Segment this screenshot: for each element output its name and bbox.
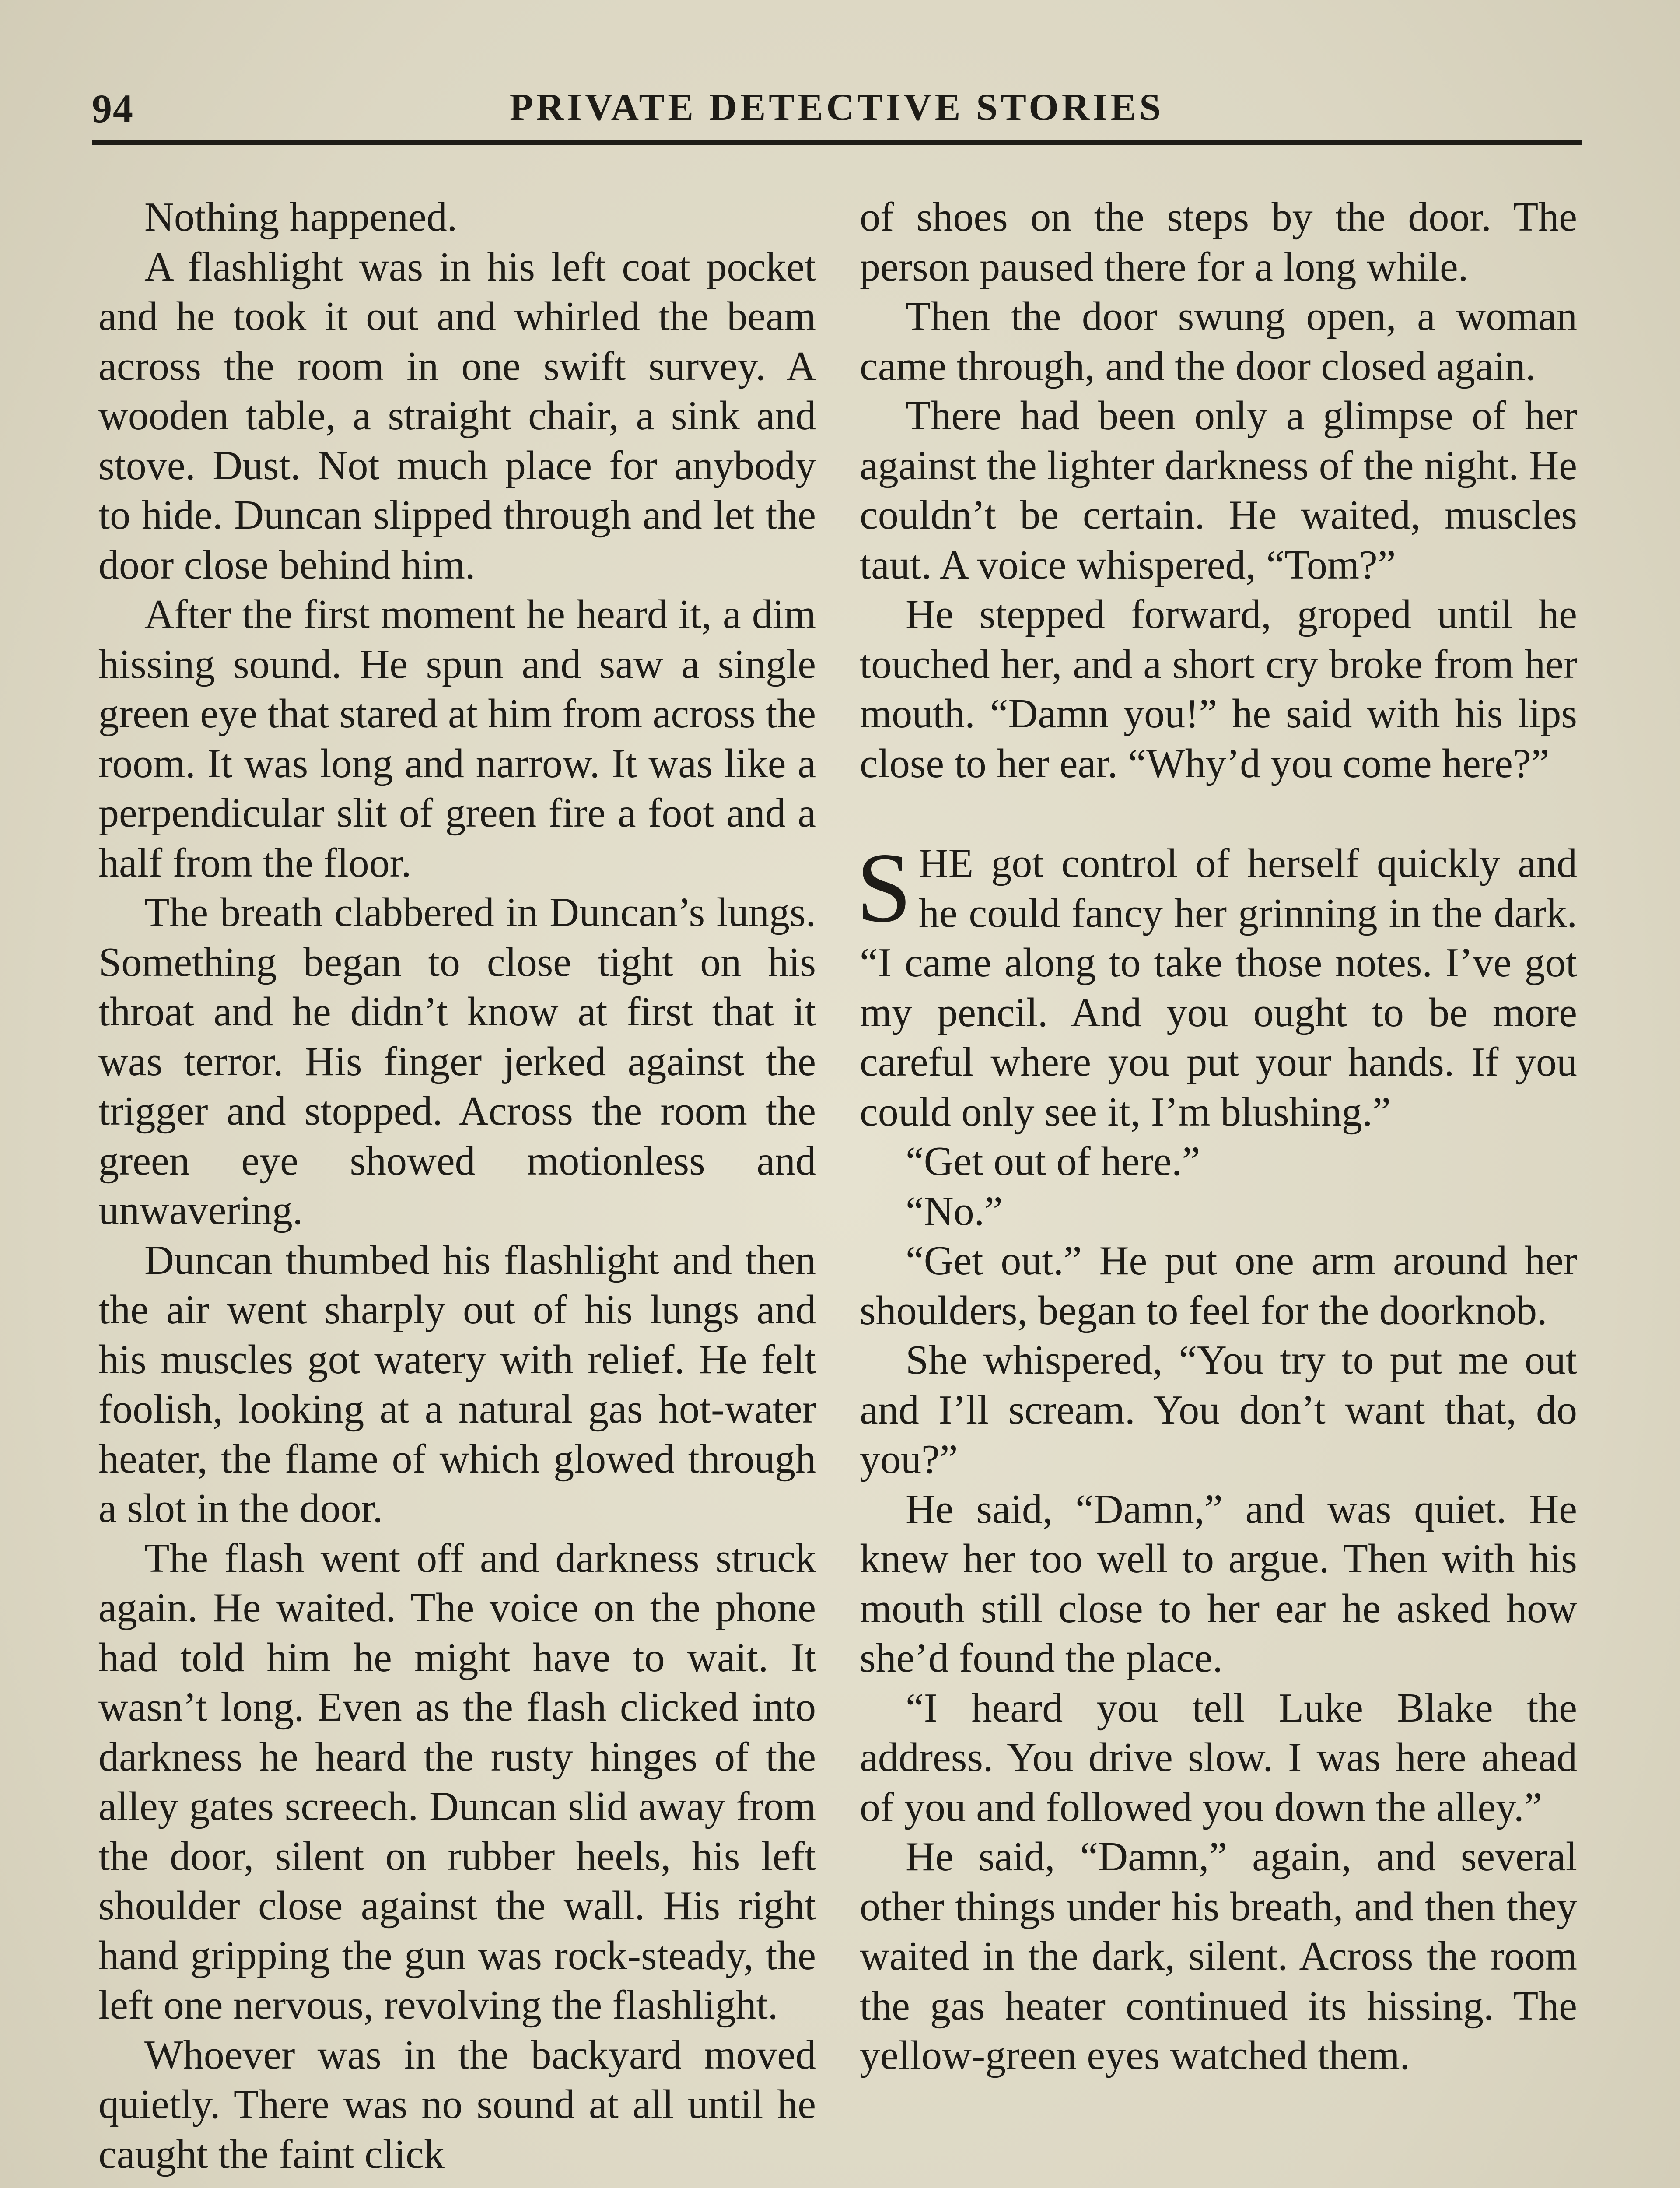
paragraph: She whispered, “You try to put me out and I’ll scream. You don’t want that, do you?”	[860, 1337, 1577, 1482]
paragraph: The flash went off and darkness struck again. He waited. The voice on the phone had told him he might have to wait. It wasn’t long. Even as the flash clicked into darkness he heard the rusty hinges of the alley gates screech. Duncan slid away from the door, silent on rubber heels, his left shoulder close against the wall. His right hand gripping the gun was rock-steady, the left one nervous, revolving the flashlight.	[98, 1535, 816, 2028]
paragraph: He stepped forward, groped until he touched her, and a short cry broke from her mouth. “Damn you!” he said with his lips close to her ear. “Why’d you come here?”	[860, 592, 1577, 786]
section-opening-paragraph	[856, 833, 1577, 1137]
page-header	[92, 85, 1582, 138]
right-column	[856, 193, 1577, 2081]
paragraph: He said, “Damn,” again, and several other things under his breath, and then they waited in the dark, silent. Across the room the gas heater continued its hissing. The yellow-green eyes watched them.	[860, 1834, 1577, 2078]
section-break	[860, 789, 1577, 839]
paragraph: of shoes on the steps by the door. The person paused there for a long while.	[860, 194, 1577, 290]
paragraph: Nothing happened.	[144, 194, 458, 240]
paragraph: Then the door swung open, a woman came through, and the door closed again.	[860, 294, 1577, 389]
running-title: PRIVATE DETECTIVE STORIES	[509, 86, 1164, 129]
paragraph: “No.”	[906, 1188, 1003, 1234]
paragraph: He said, “Damn,” and was quiet. He knew her too well to argue. Then with his mouth still close to her ear he asked how she’d found the place.	[860, 1486, 1577, 1681]
paragraph: “Get out of here.”	[906, 1139, 1200, 1184]
paragraph: After the first moment he heard it, a dim hissing sound. He spun and saw a single green eye that stared at him from across the room. It was long and narrow. It was like a perpendicular slit of green fire a foot and a half from the floor.	[98, 592, 816, 886]
page-number: 94	[92, 86, 134, 131]
paragraph: A flashlight was in his left coat pocket and he took it out and whirled the beam across the room in one swift survey. A wooden table, a straight chair, a sink and stove. Dust. Not much place for anybody to hide. Duncan slipped through and let the door close behind him.	[98, 244, 816, 588]
paragraph: Duncan thumbed his flashlight and then the air went sharply out of his lungs and his muscles got watery with relief. He felt foolish, looking at a natural gas hot-water heater, the flame of which glowed through a slot in the door.	[98, 1237, 816, 1531]
paragraph: “Get out.” He put one arm around her shoulders, began to feel for the doorknob.	[860, 1238, 1577, 1333]
drop-cap: S	[856, 833, 912, 943]
left-column	[98, 193, 816, 2179]
paragraph: Whoever was in the backyard moved quietly. There was no sound at all until he caught the faint click	[98, 2032, 816, 2177]
paragraph: The breath clabbered in Duncan’s lungs. Something began to close tight on his throat and he didn’t know at first that it was terror. His finger jerked against the trigger and stopped. Across the room the green eye showed motionless and unwavering.	[98, 890, 816, 1233]
paragraph: There had been only a glimpse of her against the lighter darkness of the night. He couldn’t be certain. He waited, muscles taut. A voice whispered, “Tom?”	[860, 393, 1577, 588]
header-rule	[92, 140, 1582, 145]
paragraph: “I heard you tell Luke Blake the address. You drive slow. I was here ahead of you and followed you down the alley.”	[860, 1685, 1577, 1830]
section-opening-text: HE got control of herself quickly and he could fancy her grinning in the dark. “I came along to take those notes. I’ve got my pencil. And you ought to be more careful where you put your hands. If you could only see it, I’m blushing.”	[860, 841, 1577, 1135]
